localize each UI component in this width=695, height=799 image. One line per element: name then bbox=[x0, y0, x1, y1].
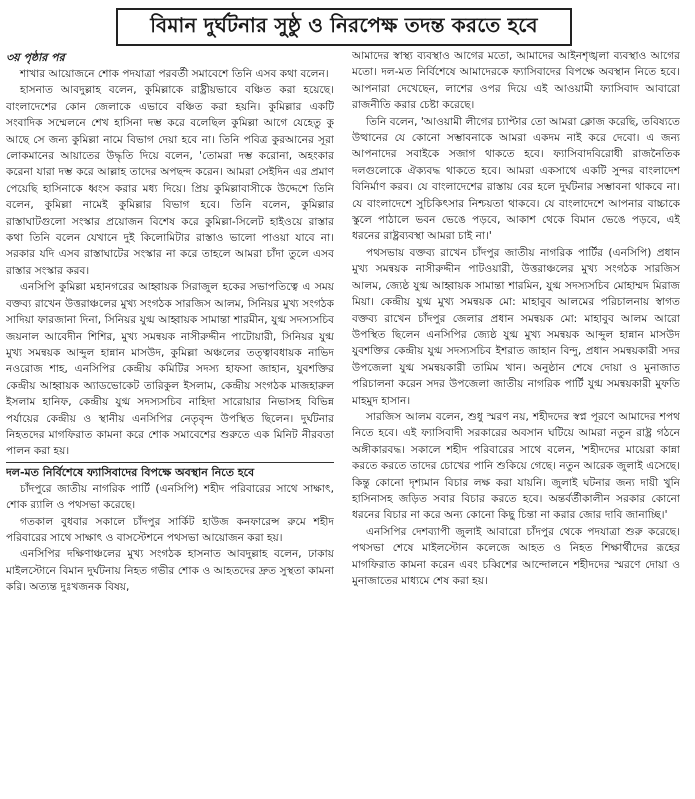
continued-from-label: ৩য় পৃষ্ঠার পর bbox=[6, 51, 65, 64]
subheading: দল-মত নির্বিশেষে ফ্যাসিবাদের বিপক্ষে অবস্থান নিতে হবে bbox=[6, 462, 334, 481]
paragraph: হাসনাত আবদুল্লাহ বলেন, কুমিল্লাকে রাষ্ট্রীয়ভাবে বঞ্চিত করা হয়েছে। বাংলাদেশের কোন জেলাকে এভাবে বঞ্চিত করা হয়নি। কুমিল্লার একটি সংবাদিক সম্মেলনে শেখ হাসিনা দম্ভ করে বলেছিল কুমিল্লা আগে যেহেতু কু আছে সে জন্য কুমিল্লা নামে বিভাগ দেয়া হবে না। তিনি পবিত্র কুরআনের সূরা লোকমানের আয়াতের উদ্ধৃতি দিয়ে বলেন, 'তোমরা দম্ভ করোনা, অহংকার করেনা যারা দম্ভ করে আল্লাহ তাদের অপছন্দ করেন। আমরা সেইদিন এর প্রমাণ পেয়েছি হাসিনাকে ধ্বংস করার মধ্য দিয়ে। প্রিয় কুমিল্লাবাসীকে উদ্দেশে তিনি বলেন, কুমিল্লা নামেই কুমিল্লার বিভাগ হবে। তিনি বলেন, কুমিল্লার রাস্তাঘাটগুলো সংস্কার প্রয়োজন বিশেষ করে কুমিল্লা-সিলেট হাইওয়ে রাস্তার কথা তিনি বলেন যেখানে দুই কিলোমিটার রাস্তাও ভালো পাওয়া যাবে না। সরকার যদি এসব রাস্তাঘাটের সংস্কার না করে তাহলে আমরা চাঁদা তুলে এসব রাস্তার সংস্কার করব। bbox=[6, 84, 334, 277]
paragraph: তিনি বলেন, 'আওয়ামী লীগের চ্যাপ্টার তো আমরা ক্লোজ করেছি, তবিষ্যতে উত্থানের যে কোনো সম্ভাবনাকে আমরা একদম নাই করে দেবো। এ জন্য আপনাদের সবাইকে সজাগ থাকতে হবে। ফ্যাসিবাদবিরোধী রাজনৈতিক দলগুলোকে ঐক্যবদ্ধ থাকতে হবে। আমরা একসাথে একটি সুন্দর বাংলাদেশ বিনির্মাণ করব। যে বাংলাদেশের রাস্তায় বের হলে দুর্ঘটনার সম্ভাবনা থাকবে না। যে বাংলাদেশে সুচিকিৎসার নিশ্চয়তা থাকবে। যে বাংলাদেশে আপনার বাচ্চাকে স্কুলে পাঠালে ভবন ভেঙে পড়বে, আকাশ থেকে বিমান ভেঙে পড়বে, এই ধরনের রাষ্ট্রব্যবস্থা আমরা চাই না।' bbox=[352, 115, 680, 243]
paragraph: সারজিস আলম বলেন, শুধু স্মরণ নয়, শহীদদের স্বপ্ন পূরণে আমাদের শপথ নিতে হবে। এই ফ্যাসিবাদী সরকারের অবসান ঘটিয়ে আমরা নতুন রাষ্ট্র গঠনে অঙ্গীকারবদ্ধ। সকালে শহীদ পরিবারের সাথে বলেন, 'শহীদদের মায়েরা কান্না করতে করতে তাদের চোখের পানি শুকিয়ে গেছে। নতুন আরেক জুলাই এসেছে। কিন্তু কোনো দৃশ্যমান বিচার লক্ষ করা যায়নি। জুলাই ঘটনার জন্য দায়ী খুনি হাসিনাসহ জড়িত সবার বিচার করতে হবে। অন্তর্বর্তীকালীন সরকার কোনো ধরনের বিচার না করে অন্য কোনো কিছু চিন্তা না করার জোর দাবি জানাচ্ছি।' bbox=[352, 410, 680, 522]
left-column bbox=[6, 50, 334, 795]
headline: বিমান দুর্ঘটনার সুষ্ঠু ও নিরপেক্ষ তদন্ত করতে হবে bbox=[150, 12, 538, 37]
paragraph: এনসিপি কুমিল্লা মহানগরের আহ্বায়ক সিরাজুল হকের সভাপতিত্বে এ সময় বক্তব্য রাখেন উত্তরাঞ্চলের মুখ্য সংগঠক সারজিস আলম, সিনিয়র মুখ্য সংগঠক সাদিয়া ফারজানা দিনা, সিনিয়র যুগ্ম আহ্বায়ক সামান্তা শারমীন, যুগ্ম সদস্যসচিব জয়নাল আবেদীন শিশির, মুখ্য সমন্বয়ক নাসীরুদ্দীন পাটোয়ারী, সিনিয়র যুগ্ম মুখ্য সমন্বয়ক আব্দুল হান্নান মাসউদ, কুমিল্লা অঞ্চলের তত্ত্বাবধায়ক নাভিদ নওরোজ শাহ, এনসিপির কেন্দ্রীয় কমিটির সদস্য হাফসা জাহান, যুবশক্তির কেন্দ্রীয় আহ্বায়ক অ্যাডভোকেট তারিকুল ইসলাম, কেন্দ্রীয় সংগঠক মাজহারুল ইসলাম হানিফ, কেন্দ্রীয় যুগ্ম সদস্যসচিব নাহিদা সারোয়ার নিভাসহ বিভিন্ন পর্যায়ের কেন্দ্রীয় ও স্থানীয় এনসিপির নেতৃবৃন্দ উপস্থিত ছিলেন। দুর্ঘটনার নিহতদের মাগফিরাত কামনা করে শোক সমাবেশের শুরুতে এক মিনিট নীরবতা পালন করা হয়। bbox=[6, 281, 334, 458]
paragraph: পথসভায় বক্তব্য রাখেন চাঁদপুর জাতীয় নাগরিক পার্টির (এনসিপি) প্রধান মুখ্য সমন্বয়ক নাসীরুদ্দীন পাটওয়ারী, উত্তরাঞ্চলের মুখ্য সংগঠক সারজিস আলম, জ্যেষ্ঠ যুগ্ম আহ্বায়ক সামান্তা শারমিন, যুগ্ম সদস্যসচিব মোহাম্মদ মিরাজ মিয়া। কেন্দ্রীয় যুগ্ম মুখ্য সমন্বয়ক মো: মাহাবুব আলমের পরিচালনায় স্বাগত বক্তব্য রাখেন চাঁদপুর জেলার প্রধান সমন্বয়ক মো: মাহাবুব আলম আরো উপস্থিত ছিলেন এনসিপির জ্যেষ্ঠ যুগ্ম মুখ্য সমন্বয়ক আব্দুল হান্নান মাসউদ যুবশক্তির কেন্দ্রীয় যুগ্ম সদস্যসচিব ইশরাত জাহান বিন্দু, প্রধান সমন্বয়কারী সদর উপজেলা যুগ্ম সমন্বয়কারী তামিম খান। অনুষ্ঠান শেষে দোয়া ও মুনাজাত পরিচালনা করেন সদর উপজেলা জাতীয় নাগরিক পার্টি যুগ্ম সমন্বয়কারী মুফতি মাহমুদ হাসান। bbox=[352, 246, 680, 407]
paragraph: এনসিপির দক্ষিণাঞ্চলের মুখ্য সংগঠক হাসনাত আবদুল্লাহ বলেন, ঢাকায় মাইলস্টোনে বিমান দুর্ঘটনায় নিহত গভীর শোক ও আহতদের দ্রুত সুস্থতা কামনা করি। অত্যন্ত দুঃখজনক বিষয়, bbox=[6, 548, 334, 594]
paragraph: আমাদের স্বাস্থ্য ব্যবস্থাও আগের মতো, আমাদের আইনশৃঙ্খলা ব্যবস্থাও আগের মতো। দল-মত নির্বিশেষে আমাদেরকে ফ্যাসিবাদের বিপক্ষে অবস্থান নিতে হবে। আপনারা দেখেছেন, লাশের ওপর দিয়ে এই আওয়ামী ফ্যাসিবাদ আবারো রাজনীতি করার চেষ্টা করেছে। bbox=[352, 50, 680, 112]
right-column bbox=[352, 48, 680, 793]
headline-box bbox=[116, 8, 572, 46]
paragraph: চাঁদপুরে জাতীয় নাগরিক পার্টি (এনসিপি) শহীদ পরিবারের সাথে সাক্ষাৎ, শোক র‍্যালি ও পথসভা করেছে। bbox=[6, 482, 334, 512]
paragraph: এনসিপির দেশব্যাপী জুলাই আবারো চাঁদপুর থেকে পদযাত্রা শুরু করেছে। পথসভা শেষে মাইলস্টোন কলেজে আহত ও নিহত শিক্ষার্থীদের রূহের মাগফিরাত কামনা করেন এবং চব্বিশের আন্দোলনে শহীদদের স্মরণে দোয়া ও মুনাজাতের মাধ্যমে শেষ করা হয়। bbox=[352, 525, 680, 587]
paragraph: শাখার আয়োজনে শোক পদযাত্রা পরবর্তী সমাবেশে তিনি এসব কথা বলেন। bbox=[20, 68, 329, 80]
paragraph: গতকাল বুধবার সকালে চাঁদপুর সার্কিট হাউজ কনফারেন্স রুমে শহীদ পরিবারের সাথে সাক্ষাৎ ও বাসস্টেশনে পথসভা আয়োজন করা হয়। bbox=[6, 515, 334, 544]
